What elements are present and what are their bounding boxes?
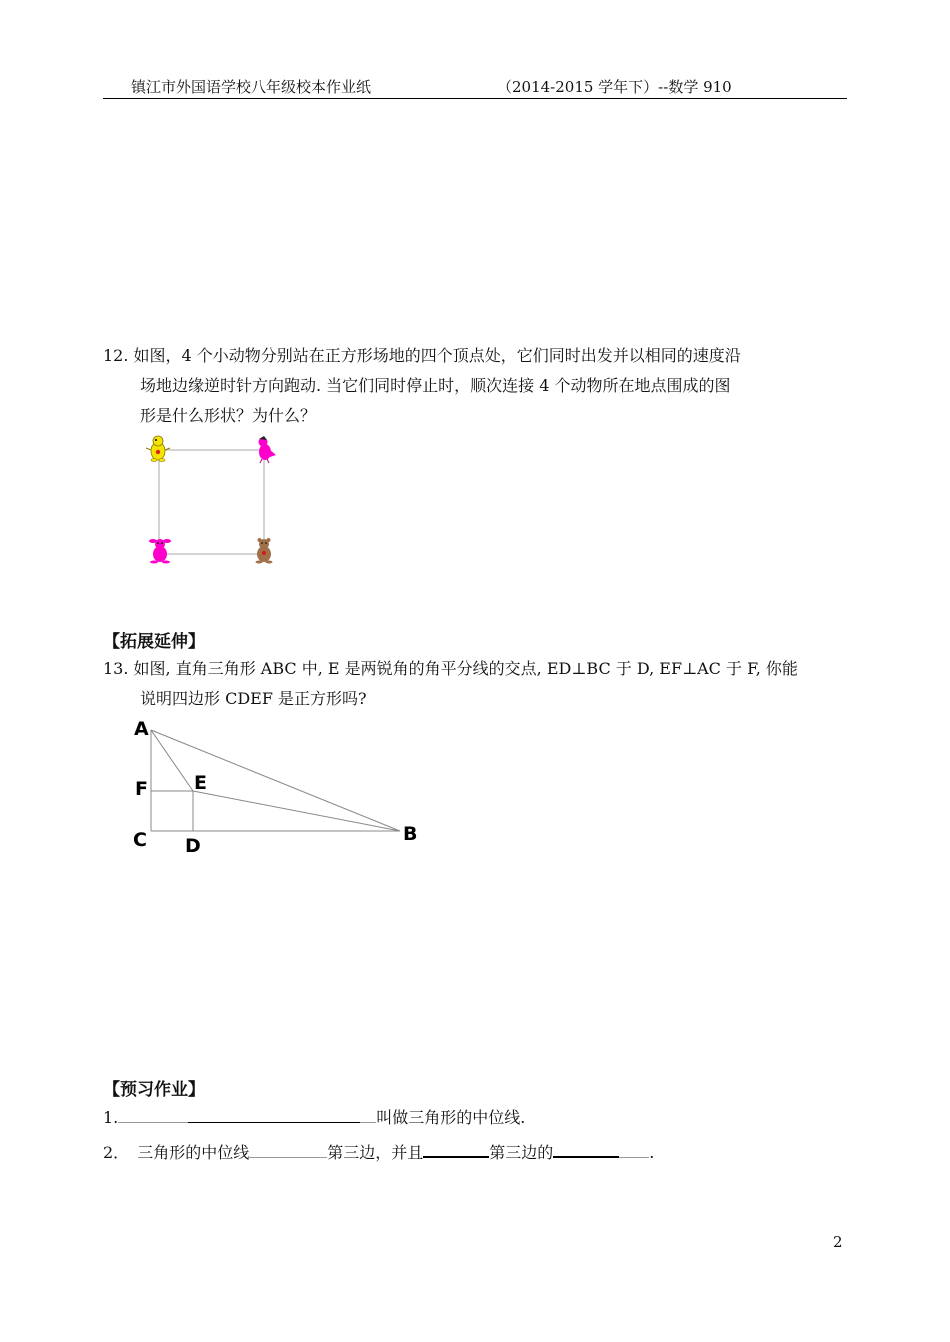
fill-blank-1c xyxy=(360,1104,376,1123)
preview-2-text-2: 第三边，并且 xyxy=(327,1143,424,1162)
triangle-abc-figure xyxy=(125,712,425,862)
label-f: F xyxy=(135,778,148,800)
segment-eb xyxy=(193,791,400,831)
preview-question-2 xyxy=(103,1138,654,1168)
preview-question-1 xyxy=(103,1103,525,1133)
label-b: B xyxy=(403,823,418,845)
label-e: E xyxy=(194,772,207,794)
q12-line-1: 12. 如图，4 个小动物分别站在正方形场地的四个顶点处，它们同时出发并以相同的速度沿 xyxy=(103,346,741,365)
fill-blank-2b xyxy=(423,1138,489,1158)
fill-blank-1a xyxy=(118,1104,188,1123)
q12-line-2: 场地边缘逆时针方向跑动. 当它们同时停止时，顺次连接 4 个动物所在地点围成的图 xyxy=(140,376,731,395)
fill-blank-1b xyxy=(188,1104,360,1123)
label-c: C xyxy=(133,829,147,851)
q13-line-2: 说明四边形 CDEF 是正方形吗? xyxy=(140,689,367,708)
magenta-bird-icon xyxy=(259,436,277,463)
label-d: D xyxy=(185,835,201,857)
section-extend-title: 【拓展延伸】 xyxy=(103,632,205,652)
segment-ae xyxy=(151,730,193,791)
q13-line-1: 13. 如图, 直角三角形 ABC 中, E 是两锐角的角平分线的交点, ED⊥BC 于 D, EF⊥AC 于 F, 你能 xyxy=(103,659,798,678)
preview-2-text-3: 第三边的 xyxy=(489,1143,554,1162)
preview-2-text-1: 三角形的中位线 xyxy=(137,1143,250,1162)
header-school: 镇江市外国语学校八年级校本作业纸 xyxy=(131,78,372,96)
section-preview-title: 【预习作业】 xyxy=(103,1080,205,1100)
preview-1-number: 1. xyxy=(103,1108,119,1127)
fill-blank-2d xyxy=(619,1139,649,1158)
animals-square-figure xyxy=(140,430,290,570)
header-term: （2014-2015 学年下）--数学 910 xyxy=(497,78,732,96)
preview-2-text-4: . xyxy=(649,1143,655,1162)
square-field xyxy=(159,450,264,554)
brown-bear-icon xyxy=(256,538,273,564)
page-header xyxy=(103,76,847,99)
preview-1-text: 叫做三角形的中位线. xyxy=(376,1108,526,1127)
side-ab xyxy=(151,730,400,831)
page-number: 2 xyxy=(833,1233,843,1251)
magenta-creature-icon xyxy=(149,539,171,564)
q12-line-3: 形是什么形状？为什么？ xyxy=(140,406,317,425)
preview-2-number: 2． xyxy=(103,1143,130,1162)
fill-blank-2a xyxy=(249,1139,327,1158)
yellow-animal-icon xyxy=(146,436,170,462)
fill-blank-2c xyxy=(553,1138,619,1158)
label-a: A xyxy=(134,718,149,740)
